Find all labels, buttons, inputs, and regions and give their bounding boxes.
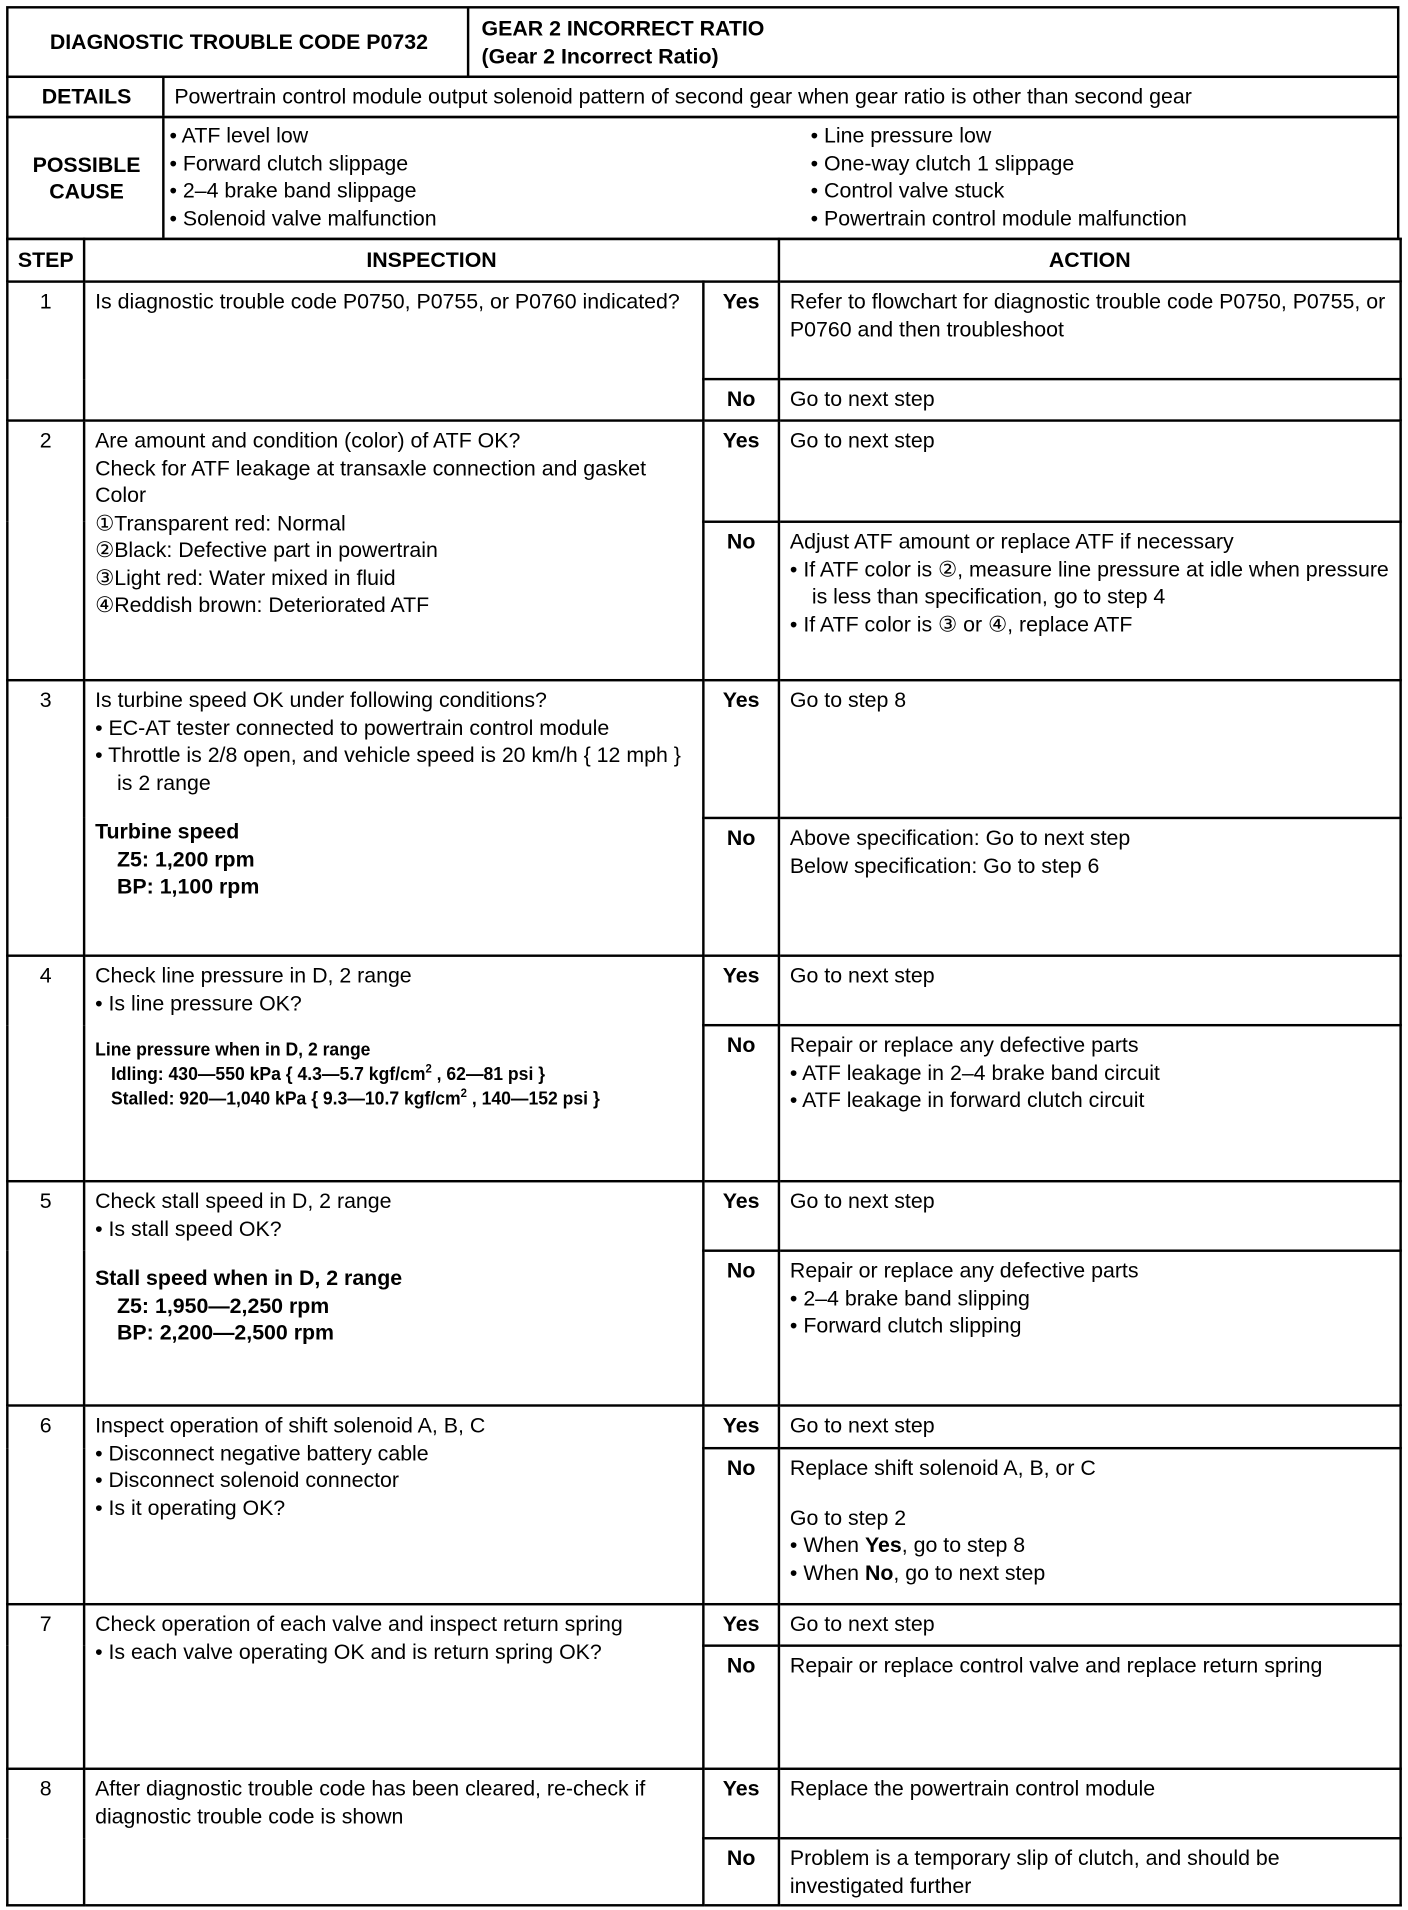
line-text: Are amount and condition (color) of ATF OK? [95, 427, 521, 453]
bullet-item: • 2–4 brake band slipping [789, 1285, 1030, 1310]
text-line [790, 288, 1390, 343]
yes-action-cell [779, 1604, 1401, 1645]
line-text: Replace the powertrain control module [789, 1776, 1156, 1801]
step-row-7-yes [7, 1604, 1400, 1645]
no-label: No [703, 818, 779, 956]
yes-action-cell [779, 680, 1401, 818]
bullet-item: • Disconnect negative battery cable [95, 1440, 429, 1465]
line-segment: When [803, 1532, 865, 1557]
line-text: Z5: 1,950—2,250 rpm [117, 1292, 330, 1318]
bullet-item: • EC-AT tester connected to powertrain control module [95, 714, 610, 740]
possible-cause-text: Powertrain control module malfunction [824, 205, 1187, 230]
possible-cause-label-line2: CAUSE [49, 179, 124, 204]
line-text: Is diagnostic trouble code P0750, P0755, or P0760 indicated? [95, 288, 680, 314]
no-label: No [703, 1838, 779, 1905]
line-segment: , go to next step [893, 1559, 1046, 1585]
possible-cause-text: One-way clutch 1 slippage [824, 150, 1075, 175]
possible-cause-label-line1: POSSIBLE [32, 151, 141, 177]
bullet-item: • ATF leakage in forward clutch circuit [789, 1087, 1145, 1112]
yes-label: Yes [703, 282, 779, 380]
text-line [790, 1454, 1390, 1481]
step-number: 5 [7, 1181, 84, 1405]
line-text: Inspect operation of shift solenoid A, B, C [95, 1412, 486, 1438]
possible-cause-item: • Powertrain control module malfunction [810, 205, 1187, 230]
no-label: No [703, 1025, 779, 1181]
line-text: After diagnostic trouble code has been cleared, re-check if diagnostic trouble code is shown [95, 1776, 646, 1828]
text-line [95, 962, 692, 989]
step-number: 1 [7, 282, 84, 421]
possible-cause-text: Line pressure low [824, 123, 992, 148]
step-row-2-yes [7, 421, 1400, 522]
text-line [790, 824, 1390, 851]
text-line [790, 1844, 1390, 1899]
step-number: 4 [7, 956, 84, 1182]
yes-label: Yes [703, 956, 779, 1025]
line-segment: Stalled: 920—1,040 kPa { 9.3—10.7 kgf/cm [110, 1088, 461, 1110]
possible-cause-item: • Forward clutch slippage [169, 150, 409, 175]
column-header-inspection: INSPECTION [84, 239, 779, 282]
text-line [95, 482, 692, 509]
step-row-5-yes [7, 1181, 1400, 1250]
yes-action-cell [779, 956, 1401, 1025]
line-segment: , 140—152 psi } [466, 1088, 600, 1110]
dtc-title-main: GEAR 2 INCORRECT RATIO [481, 15, 765, 41]
text-line [95, 1187, 692, 1214]
no-action-cell [779, 522, 1401, 680]
line-text: Is each valve operating OK and is return spring OK? [108, 1638, 602, 1664]
step-number: 8 [7, 1769, 84, 1906]
bullet-item: • Forward clutch slipping [789, 1312, 1022, 1338]
text-line [95, 1412, 692, 1439]
text-line [95, 1319, 692, 1346]
spacer [95, 1017, 692, 1039]
inspection-cell [84, 956, 703, 1182]
line-text: ③Light red: Water mixed in fluid [95, 565, 396, 590]
yes-label: Yes [703, 1604, 779, 1645]
no-label: No [703, 1251, 779, 1406]
no-label: No [703, 522, 779, 680]
line-text: Check line pressure in D, 2 range [95, 963, 412, 988]
line-text: Go to next step [789, 1412, 935, 1438]
text-line [95, 564, 692, 591]
line-text: Go to next step [789, 1611, 935, 1636]
text-line [95, 818, 692, 845]
possible-cause-text: Control valve stuck [824, 177, 1005, 203]
text-line [95, 1063, 650, 1087]
line-text: Repair or replace any defective parts [789, 1258, 1139, 1283]
line-text: Forward clutch slipping [803, 1312, 1022, 1338]
line-text: EC-AT tester connected to powertrain control module [108, 714, 610, 740]
line-text: ②Black: Defective part in powertrain [95, 537, 438, 562]
line-text: Repair or replace control valve and replace return spring [789, 1652, 1323, 1678]
possible-cause-row [6, 116, 1399, 240]
yes-action-cell [779, 1769, 1401, 1838]
no-action-cell [779, 1838, 1401, 1905]
no-action-cell [779, 379, 1401, 420]
step-number: 2 [7, 421, 84, 681]
line-text: Go to next step [789, 963, 935, 988]
bullet-item: • Is it operating OK? [95, 1495, 286, 1520]
text-line [95, 1292, 692, 1319]
bullet-item: • If ATF color is ②, measure line pressure at idle when pressure is less than specification, go to step 4 [789, 556, 1389, 609]
line-text: Below specification: Go to step 6 [789, 852, 1100, 878]
text-line [790, 1187, 1390, 1214]
yes-label: Yes [703, 421, 779, 522]
dtc-title [482, 15, 765, 70]
line-text: Check for ATF leakage at transaxle connection and gasket [95, 455, 647, 480]
text-line [790, 1412, 1390, 1439]
line-text: Disconnect negative battery cable [108, 1440, 429, 1465]
line-text: ④Reddish brown: Deteriorated ATF [95, 592, 430, 617]
text-line [790, 1775, 1390, 1802]
possible-cause-text: Solenoid valve malfunction [182, 205, 437, 230]
line-text: Above specification: Go to next step [789, 825, 1131, 850]
yes-label: Yes [703, 1769, 779, 1838]
line-text: Color [95, 482, 147, 508]
no-action-cell [779, 818, 1401, 956]
inspection-cell [84, 1604, 703, 1769]
steps-table [6, 238, 1402, 1907]
yes-action-cell [779, 282, 1401, 380]
line-text: Disconnect solenoid connector [108, 1467, 400, 1493]
text-line [790, 962, 1390, 989]
line-text: ATF leakage in forward clutch circuit [802, 1087, 1145, 1112]
text-line [95, 1264, 692, 1291]
text-line [95, 686, 692, 713]
no-action-cell [779, 1025, 1401, 1181]
inspection-cell [84, 1406, 703, 1605]
line-text: Go to step 2 [789, 1504, 907, 1530]
text-line [790, 1031, 1390, 1058]
line-text: Refer to flowchart for diagnostic trouble code P0750, P0755, or P0760 and then troubleshoot [789, 288, 1386, 341]
line-segment: , 62—81 psi } [431, 1064, 546, 1085]
bullet-item: • When No, go to next step [789, 1559, 1046, 1585]
text-line [95, 873, 692, 900]
line-text: ATF leakage in 2–4 brake band circuit [802, 1059, 1160, 1085]
line-text: Go to next step [789, 427, 935, 453]
line-text: Is it operating OK? [108, 1495, 286, 1520]
inspection-cell [84, 282, 703, 421]
line-text: BP: 2,200—2,500 rpm [117, 1320, 335, 1345]
bullet-item: • ATF leakage in 2–4 brake band circuit [789, 1059, 1160, 1085]
step-row-3-yes [7, 680, 1400, 818]
text-line [95, 288, 692, 315]
text-line [95, 1039, 650, 1063]
text-line [790, 427, 1390, 454]
no-label: No [703, 1448, 779, 1604]
inspection-cell [84, 421, 703, 681]
yes-label: Yes [703, 680, 779, 818]
line-text: Turbine speed [95, 819, 240, 844]
line-text: Check operation of each valve and inspect return spring [95, 1611, 623, 1636]
text-line [790, 1257, 1390, 1284]
bullet-item: • Is stall speed OK? [95, 1215, 282, 1241]
spacer [95, 796, 692, 818]
line-text: ①Transparent red: Normal [95, 510, 346, 535]
step-row-1-yes [7, 282, 1400, 380]
dtc-title-sub: (Gear 2 Incorrect Ratio) [481, 43, 719, 68]
possible-cause-label [9, 118, 165, 237]
line-text: Adjust ATF amount or replace ATF if necessary [789, 529, 1234, 554]
possible-cause-item: • Solenoid valve malfunction [169, 205, 437, 230]
header-row [6, 6, 1399, 78]
text-line [790, 528, 1390, 555]
details-label: DETAILS [41, 84, 132, 109]
bullet-item: • Is each valve operating OK and is return spring OK? [95, 1638, 602, 1664]
inspection-cell [84, 1181, 703, 1405]
possible-cause-text: 2–4 brake band slippage [182, 177, 417, 203]
line-text: Is stall speed OK? [108, 1215, 282, 1241]
line-text: 2–4 brake band slipping [803, 1285, 1030, 1310]
line-text: Go to next step [789, 386, 935, 411]
yes-action-cell [779, 421, 1401, 522]
text-line [790, 1504, 1390, 1531]
possible-cause-item: • ATF level low [169, 123, 309, 148]
step-number: 3 [7, 680, 84, 955]
line-text: Repair or replace any defective parts [789, 1032, 1139, 1057]
bullet-item: • If ATF color is ③ or ④, replace ATF [789, 611, 1133, 636]
text-line [95, 1775, 692, 1830]
line-segment: Idling: 430—550 kPa { 4.3—5.7 kgf/cm [110, 1064, 426, 1085]
line-text: Z5: 1,200 rpm [117, 846, 255, 871]
line-text: Is line pressure OK? [108, 990, 302, 1015]
line-text: Go to next step [789, 1188, 935, 1213]
text-line [95, 509, 692, 536]
line-text: Stall speed when in D, 2 range [95, 1265, 403, 1290]
yes-label: Yes [703, 1406, 779, 1449]
column-header-action: ACTION [779, 239, 1401, 282]
inspection-cell [84, 680, 703, 955]
inspection-cell [84, 1769, 703, 1906]
text-line [95, 454, 692, 481]
text-line [790, 851, 1390, 878]
possible-cause-item: • Control valve stuck [810, 177, 1005, 203]
line-text: Problem is a temporary slip of clutch, and should be investigated further [789, 1845, 1280, 1898]
column-header-step: STEP [7, 239, 84, 282]
step-number: 6 [7, 1406, 84, 1605]
step-row-6-yes [7, 1406, 1400, 1449]
line-text: Line pressure when in D, 2 range [95, 1039, 371, 1061]
no-action-cell [779, 1251, 1401, 1406]
bullet-item: • When Yes, go to step 8 [789, 1532, 1026, 1557]
line-text: If ATF color is ③ or ④, replace ATF [803, 611, 1133, 636]
line-segment: Yes [864, 1532, 902, 1557]
spacer [790, 1482, 1390, 1504]
bullet-item: • Is line pressure OK? [95, 990, 302, 1015]
possible-cause-text: ATF level low [181, 123, 309, 148]
step-row-8-yes [7, 1769, 1400, 1838]
possible-cause-text: Forward clutch slippage [182, 150, 409, 175]
possible-cause-item: • Line pressure low [810, 123, 992, 148]
bullet-item: • Throttle is 2/8 open, and vehicle speed is 20 km/h { 12 mph } is 2 range [95, 742, 681, 795]
text-line [95, 1087, 650, 1111]
text-line [790, 385, 1390, 412]
yes-action-cell [779, 1181, 1401, 1250]
possible-cause-item: • 2–4 brake band slippage [169, 177, 417, 203]
details-row [6, 76, 1399, 119]
text-line [95, 845, 692, 872]
line-segment: No [864, 1559, 894, 1585]
details-text: Powertrain control module output solenoid pattern of second gear when gear ratio is other than second gear [174, 84, 1192, 109]
yes-action-cell [779, 1406, 1401, 1449]
no-label: No [703, 379, 779, 420]
yes-label: Yes [703, 1181, 779, 1250]
bullet-item: • Disconnect solenoid connector [95, 1467, 400, 1493]
text-line [790, 1652, 1390, 1679]
line-text: Go to step 8 [789, 687, 907, 712]
line-text: Throttle is 2/8 open, and vehicle speed is 20 km/h { 12 mph } is 2 range [108, 742, 681, 795]
line-text: BP: 1,100 rpm [117, 874, 260, 899]
line-text: Check stall speed in D, 2 range [95, 1188, 392, 1213]
line-text: If ATF color is ②, measure line pressure at idle when pressure is less than specification, go to step 4 [803, 556, 1389, 609]
line-segment: 2 [460, 1087, 467, 1101]
no-action-cell [779, 1646, 1401, 1769]
line-segment: When [803, 1559, 865, 1585]
spacer [95, 1242, 692, 1264]
step-number: 7 [7, 1604, 84, 1769]
possible-cause-list-left [169, 122, 803, 232]
no-action-cell [779, 1448, 1401, 1604]
text-line [95, 1610, 692, 1637]
line-text: Replace shift solenoid A, B, or C [789, 1455, 1096, 1480]
text-line [95, 427, 692, 454]
text-line [95, 536, 692, 563]
line-segment: 2 [425, 1062, 432, 1077]
line-text: Is turbine speed OK under following conditions? [95, 687, 547, 712]
text-line [790, 686, 1390, 713]
dtc-code-label: DIAGNOSTIC TROUBLE CODE P0732 [49, 29, 428, 54]
line-segment: , go to step 8 [901, 1532, 1026, 1557]
possible-cause-list-right [811, 122, 1384, 232]
text-line [790, 1610, 1390, 1637]
no-label: No [703, 1646, 779, 1769]
possible-cause-item: • One-way clutch 1 slippage [810, 150, 1075, 175]
step-row-4-yes [7, 956, 1400, 1025]
text-line [95, 591, 692, 618]
